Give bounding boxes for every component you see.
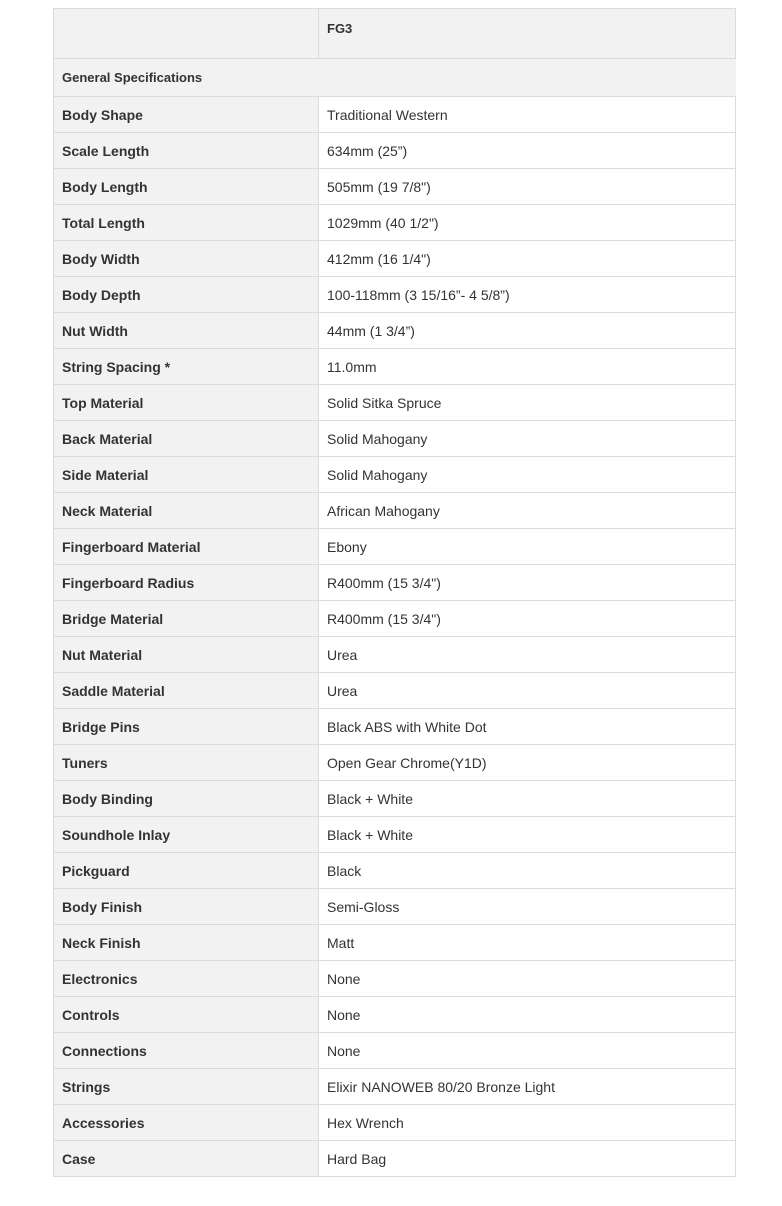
- spec-value: None: [319, 1033, 736, 1069]
- spec-value: Open Gear Chrome(Y1D): [319, 745, 736, 781]
- spec-label: Body Finish: [54, 889, 319, 925]
- spec-label: Connections: [54, 1033, 319, 1069]
- spec-label: Body Length: [54, 169, 319, 205]
- spec-value: None: [319, 997, 736, 1033]
- spec-value: 412mm (16 1/4"): [319, 241, 736, 277]
- spec-label: Saddle Material: [54, 673, 319, 709]
- table-row: [54, 673, 736, 709]
- table-row: [54, 853, 736, 889]
- table-row: [54, 529, 736, 565]
- spec-value: 11.0mm: [319, 349, 736, 385]
- spec-value: Black: [319, 853, 736, 889]
- table-row: [54, 709, 736, 745]
- spec-value: 100-118mm (3 15/16”- 4 5/8”): [319, 277, 736, 313]
- spec-label: Soundhole Inlay: [54, 817, 319, 853]
- spec-value: Hard Bag: [319, 1141, 736, 1177]
- table-row: [54, 493, 736, 529]
- table-row: [54, 637, 736, 673]
- table-row: [54, 745, 736, 781]
- spec-value: Matt: [319, 925, 736, 961]
- spec-value: Elixir NANOWEB 80/20 Bronze Light: [319, 1069, 736, 1105]
- spec-label: Body Width: [54, 241, 319, 277]
- spec-value: Solid Mahogany: [319, 457, 736, 493]
- spec-label: Bridge Pins: [54, 709, 319, 745]
- section-row: [54, 59, 736, 97]
- spec-label: Nut Material: [54, 637, 319, 673]
- table-row: [54, 205, 736, 241]
- spec-value: Urea: [319, 673, 736, 709]
- table-row: [54, 169, 736, 205]
- spec-label: Scale Length: [54, 133, 319, 169]
- spec-label: Case: [54, 1141, 319, 1177]
- table-row: [54, 97, 736, 133]
- table-row: [54, 1069, 736, 1105]
- spec-label: Nut Width: [54, 313, 319, 349]
- spec-value: Solid Sitka Spruce: [319, 385, 736, 421]
- spec-label: Total Length: [54, 205, 319, 241]
- spec-value: Solid Mahogany: [319, 421, 736, 457]
- table-row: [54, 997, 736, 1033]
- spec-label: Side Material: [54, 457, 319, 493]
- header-corner-cell: [54, 9, 319, 59]
- table-row: [54, 1033, 736, 1069]
- spec-table: [53, 8, 736, 1177]
- spec-label: Top Material: [54, 385, 319, 421]
- spec-label: Body Binding: [54, 781, 319, 817]
- spec-label: Body Depth: [54, 277, 319, 313]
- spec-label: Fingerboard Radius: [54, 565, 319, 601]
- spec-value: Urea: [319, 637, 736, 673]
- table-row: [54, 277, 736, 313]
- spec-value: Hex Wrench: [319, 1105, 736, 1141]
- spec-value: 634mm (25”): [319, 133, 736, 169]
- table-row: [54, 961, 736, 997]
- spec-value: 1029mm (40 1/2"): [319, 205, 736, 241]
- spec-label: Tuners: [54, 745, 319, 781]
- table-row: [54, 1105, 736, 1141]
- spec-value: R400mm (15 3/4"): [319, 565, 736, 601]
- spec-value: Black + White: [319, 781, 736, 817]
- spec-value: African Mahogany: [319, 493, 736, 529]
- spec-label: Accessories: [54, 1105, 319, 1141]
- table-row: [54, 565, 736, 601]
- table-row: [54, 133, 736, 169]
- spec-label: Back Material: [54, 421, 319, 457]
- spec-label: Electronics: [54, 961, 319, 997]
- table-row: [54, 241, 736, 277]
- table-row: [54, 781, 736, 817]
- spec-value: Black + White: [319, 817, 736, 853]
- table-row: [54, 457, 736, 493]
- spec-value: Semi-Gloss: [319, 889, 736, 925]
- table-row: [54, 889, 736, 925]
- table-row: [54, 817, 736, 853]
- spec-label: Fingerboard Material: [54, 529, 319, 565]
- spec-value: Ebony: [319, 529, 736, 565]
- model-header: FG3: [319, 9, 736, 59]
- spec-value: Black ABS with White Dot: [319, 709, 736, 745]
- table-row: [54, 1141, 736, 1177]
- spec-value: 505mm (19 7/8"): [319, 169, 736, 205]
- spec-label: String Spacing *: [54, 349, 319, 385]
- spec-label: Pickguard: [54, 853, 319, 889]
- spec-label: Strings: [54, 1069, 319, 1105]
- table-row: [54, 385, 736, 421]
- section-title: General Specifications: [54, 59, 736, 97]
- spec-label: Controls: [54, 997, 319, 1033]
- spec-value: R400mm (15 3/4"): [319, 601, 736, 637]
- spec-value: Traditional Western: [319, 97, 736, 133]
- table-row: [54, 349, 736, 385]
- spec-value: 44mm (1 3/4”): [319, 313, 736, 349]
- table-row: [54, 601, 736, 637]
- spec-label: Neck Material: [54, 493, 319, 529]
- table-row: [54, 421, 736, 457]
- table-row: [54, 313, 736, 349]
- spec-label: Neck Finish: [54, 925, 319, 961]
- table-row: [54, 925, 736, 961]
- spec-label: Body Shape: [54, 97, 319, 133]
- table-header-row: [54, 9, 736, 59]
- spec-label: Bridge Material: [54, 601, 319, 637]
- spec-value: None: [319, 961, 736, 997]
